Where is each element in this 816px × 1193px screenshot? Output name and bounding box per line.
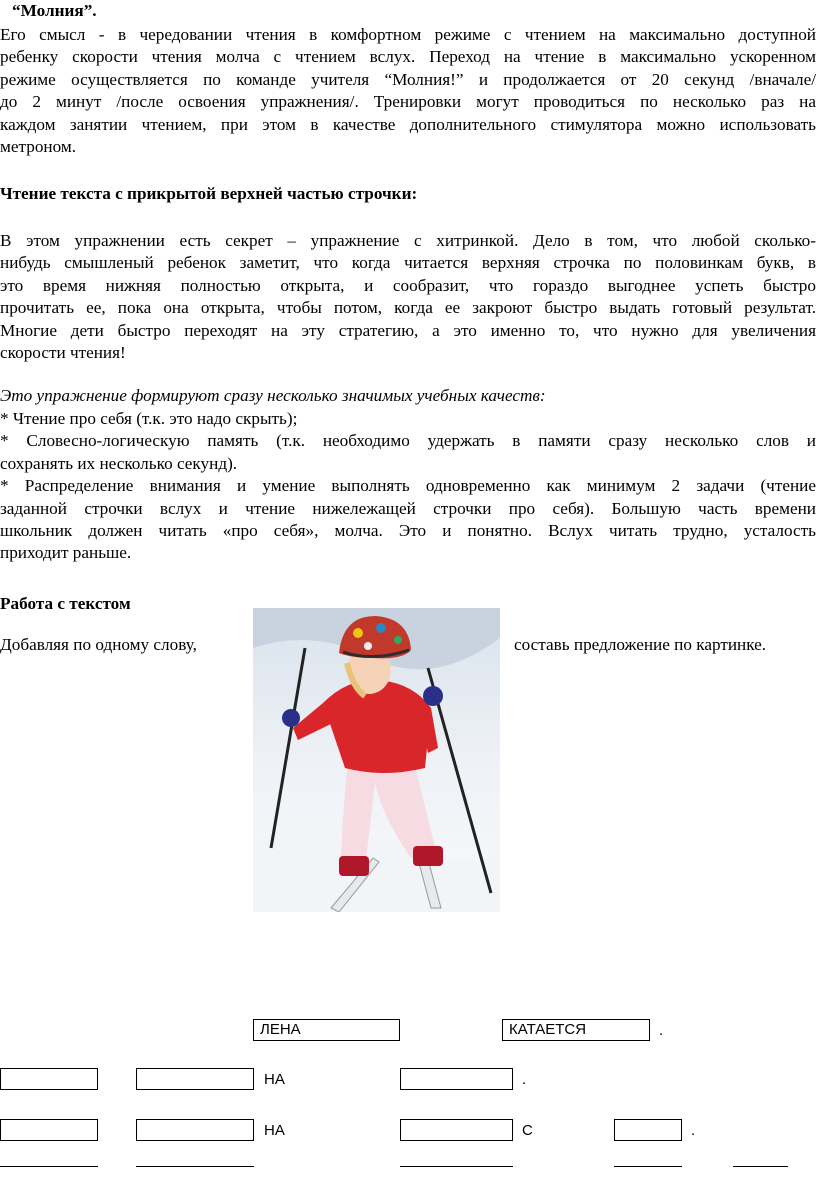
answer-box[interactable]: КАТАЕТСЯ — [502, 1019, 650, 1041]
quality-line: * Распределение внимания и умение выполнять одновременно как минимум 2 задачи (чтение — [0, 476, 816, 496]
section-heading: Чтение текста с прикрытой верхней частью строчки: — [0, 184, 418, 203]
blank-box[interactable] — [136, 1119, 254, 1141]
task-heading: Работа с текстом — [0, 594, 131, 613]
given-word: С — [522, 1122, 533, 1139]
intro-line: каждом занятии чтением, при этом в качестве дополнительного стимулятора можно использовать — [0, 114, 816, 134]
task-left-text: Добавляя по одному слову, — [0, 635, 197, 654]
page-title: “Молния”. — [12, 1, 97, 20]
task-right-text: составь предложение по картинке. — [514, 635, 767, 654]
blank-box[interactable] — [0, 1119, 98, 1141]
quality-line: приходит раньше. — [0, 543, 132, 563]
blank-line[interactable] — [0, 1166, 98, 1167]
sentence-period: . — [522, 1071, 527, 1088]
blank-box[interactable] — [400, 1119, 513, 1141]
section-line: Многие дети быстро переходят на эту стратегию, а это именно то, что нужно для увеличения — [0, 320, 816, 340]
quality-line: сохранять их несколько секунд). — [0, 453, 238, 473]
quality-line: * Словесно-логическую память (т.к. необходимо удержать в памяти сразу несколько слов и — [0, 431, 816, 451]
blank-box[interactable] — [0, 1068, 98, 1090]
section-line: скорости чтения! — [0, 342, 126, 362]
section-line: В этом упражнении есть секрет – упражнение с хитринкой. Дело в том, что любой сколько- — [0, 231, 816, 250]
quality-line: заданной строчки вслух и чтение нижележащей строчки про себя). Большую часть времени — [0, 498, 816, 518]
blank-line[interactable] — [614, 1166, 682, 1167]
given-word: НА — [264, 1071, 285, 1088]
section-line: нибудь смышленый ребенок заметит, что когда читается верхняя строчка по половинкам букв, в — [0, 253, 816, 273]
section-line: прочитать ее, пока она открыта, чтобы потом, когда ее закроют быстро выдать готовый результат. — [0, 298, 816, 318]
blank-box[interactable] — [614, 1119, 682, 1141]
quality-line: * Чтение про себя (т.к. это надо скрыть); — [0, 409, 298, 428]
intro-line: до 2 минут /после освоения упражнения/. Тренировки могут проводиться по несколько раз на — [0, 92, 816, 112]
sentence-period: . — [659, 1022, 664, 1039]
sentence-period: . — [691, 1122, 696, 1139]
blank-line[interactable] — [136, 1166, 254, 1167]
intro-line: ребенку скорости чтения молча с чтением вслух. Переход на чтение в максимально ускоренном — [0, 47, 816, 67]
qualities-intro: Это упражнение формируют сразу несколько значимых учебных качеств: — [0, 386, 546, 405]
intro-line: Его смысл - в чередовании чтения в комфортном режиме с чтением на максимально доступной — [0, 25, 816, 44]
given-word: НА — [264, 1122, 285, 1139]
section-paragraph — [0, 230, 816, 364]
blank-line[interactable] — [400, 1166, 513, 1167]
answer-box[interactable]: ЛЕНА — [253, 1019, 400, 1041]
quality-line: школьник должен читать «про себя», молча. Это и понятно. Вслух читать трудно, усталость — [0, 520, 816, 540]
blank-box[interactable] — [136, 1068, 254, 1090]
blank-line[interactable] — [733, 1166, 788, 1167]
qualities-list — [0, 408, 816, 565]
skier-photo — [253, 608, 500, 912]
intro-line: метроном. — [0, 136, 77, 156]
section-line: это время нижняя полностью открыта, и сообразит, что гораздо выгоднее успеть быстро — [0, 275, 816, 295]
blank-box[interactable] — [400, 1068, 513, 1090]
intro-paragraph — [0, 24, 816, 158]
skier-illustration — [253, 608, 500, 912]
intro-line: режиме осуществляется по команде учителя “Молния!” и продолжается от 20 секунд /вначале/ — [0, 69, 816, 89]
